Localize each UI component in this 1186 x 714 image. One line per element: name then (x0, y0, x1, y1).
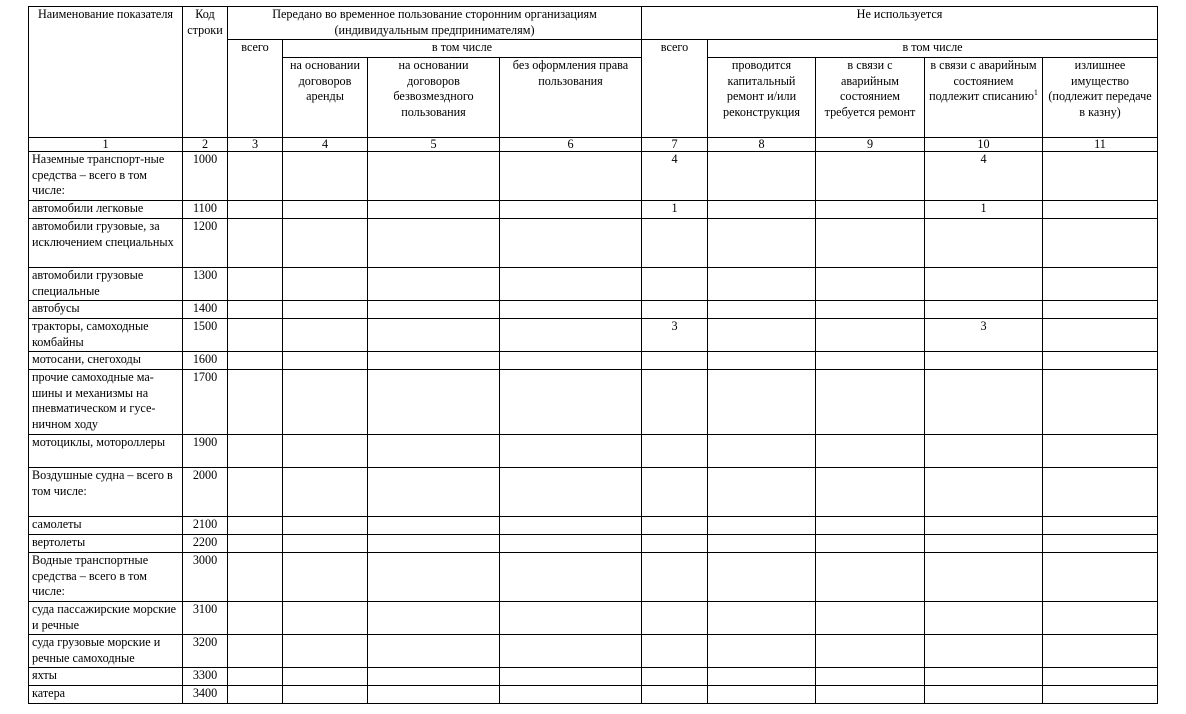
row-value-col10 (925, 535, 1043, 553)
header-emergency-writeoff (925, 58, 1043, 138)
row-value-col9 (816, 152, 925, 201)
table-row (29, 319, 1158, 352)
header-transferred-including: в том числе (283, 40, 642, 58)
row-value-col3 (228, 668, 283, 686)
table-row (29, 370, 1158, 435)
row-code: 1700 (183, 370, 228, 435)
row-value-col8 (708, 635, 816, 668)
row-name: самолеты (29, 517, 183, 535)
row-value-col7: 1 (642, 201, 708, 219)
row-value-col4 (283, 686, 368, 704)
row-value-col5 (368, 152, 500, 201)
row-code: 1600 (183, 352, 228, 370)
row-value-col3 (228, 152, 283, 201)
row-value-col8 (708, 686, 816, 704)
table-header (29, 7, 1158, 152)
row-name: автомобили легковые (29, 201, 183, 219)
row-value-col11 (1043, 668, 1158, 686)
header-unused-group: Не используется (642, 7, 1158, 40)
row-value-col11 (1043, 553, 1158, 602)
row-value-col11 (1043, 268, 1158, 301)
row-value-col11 (1043, 219, 1158, 268)
row-value-col4 (283, 301, 368, 319)
table-row (29, 686, 1158, 704)
row-value-col8 (708, 435, 816, 468)
row-value-col3 (228, 352, 283, 370)
row-value-col6 (500, 535, 642, 553)
row-value-col3 (228, 201, 283, 219)
column-number: 6 (500, 138, 642, 152)
row-value-col8 (708, 201, 816, 219)
row-value-col11 (1043, 370, 1158, 435)
row-value-col7 (642, 219, 708, 268)
row-value-col5 (368, 602, 500, 635)
header-name: Наименование показателя (29, 7, 183, 138)
header-transferred-group: Передано во временное пользование сторонним организациям (индивидуальным предпринимателям) (228, 7, 642, 40)
header-capital-repair: проводится капитальный ремонт и/или реконструкция (708, 58, 816, 138)
row-value-col3 (228, 602, 283, 635)
row-value-col6 (500, 553, 642, 602)
row-value-col3 (228, 219, 283, 268)
row-value-col6 (500, 319, 642, 352)
row-code: 3200 (183, 635, 228, 668)
column-number: 4 (283, 138, 368, 152)
row-name: автомобили грузовые специальные (29, 268, 183, 301)
row-value-col11 (1043, 152, 1158, 201)
row-value-col3 (228, 635, 283, 668)
row-value-col7 (642, 553, 708, 602)
row-value-col3 (228, 517, 283, 535)
row-value-col10 (925, 686, 1043, 704)
row-name: вертолеты (29, 535, 183, 553)
column-number: 5 (368, 138, 500, 152)
header-no-rights: без оформления права пользования (500, 58, 642, 138)
row-value-col3 (228, 535, 283, 553)
row-value-col5 (368, 301, 500, 319)
row-value-col10: 3 (925, 319, 1043, 352)
row-value-col7 (642, 370, 708, 435)
row-value-col8 (708, 152, 816, 201)
header-transferred-total: всего (228, 40, 283, 138)
row-code: 2000 (183, 468, 228, 517)
table-row (29, 553, 1158, 602)
table-row (29, 602, 1158, 635)
row-value-col10 (925, 219, 1043, 268)
row-name: суда грузовые морские и речные самоходные (29, 635, 183, 668)
row-name: автобусы (29, 301, 183, 319)
row-code: 1100 (183, 201, 228, 219)
table-row (29, 635, 1158, 668)
row-value-col8 (708, 301, 816, 319)
column-number: 7 (642, 138, 708, 152)
row-value-col3 (228, 686, 283, 704)
row-value-col9 (816, 468, 925, 517)
row-value-col5 (368, 553, 500, 602)
row-value-col9 (816, 602, 925, 635)
row-value-col9 (816, 352, 925, 370)
row-value-col6 (500, 268, 642, 301)
row-value-col5 (368, 268, 500, 301)
table-body (29, 152, 1158, 704)
row-value-col9 (816, 370, 925, 435)
row-value-col10 (925, 352, 1043, 370)
row-value-col8 (708, 352, 816, 370)
row-value-col9 (816, 219, 925, 268)
row-value-col11 (1043, 535, 1158, 553)
row-value-col6 (500, 668, 642, 686)
row-code: 1500 (183, 319, 228, 352)
header-emergency-repair: в связи с аварийным состоянием требуется ремонт (816, 58, 925, 138)
row-value-col11 (1043, 602, 1158, 635)
row-value-col7 (642, 602, 708, 635)
row-value-col10 (925, 602, 1043, 635)
column-number: 9 (816, 138, 925, 152)
row-code: 3100 (183, 602, 228, 635)
row-value-col3 (228, 319, 283, 352)
row-value-col6 (500, 219, 642, 268)
row-value-col4 (283, 435, 368, 468)
row-value-col7 (642, 301, 708, 319)
row-value-col9 (816, 553, 925, 602)
row-value-col10 (925, 370, 1043, 435)
row-name: прочие самоходные ма-шины и механизмы на пневматическом и гусе-ничном ходу (29, 370, 183, 435)
row-value-col3 (228, 553, 283, 602)
row-value-col4 (283, 668, 368, 686)
row-value-col6 (500, 370, 642, 435)
header-lease: на основании договоров аренды (283, 58, 368, 138)
row-value-col5 (368, 319, 500, 352)
row-value-col4 (283, 268, 368, 301)
row-value-col5 (368, 201, 500, 219)
row-value-col10 (925, 468, 1043, 517)
column-number: 1 (29, 138, 183, 152)
row-value-col8 (708, 553, 816, 602)
row-value-col3 (228, 370, 283, 435)
row-code: 2100 (183, 517, 228, 535)
row-value-col4 (283, 535, 368, 553)
row-value-col5 (368, 219, 500, 268)
row-value-col9 (816, 201, 925, 219)
row-value-col11 (1043, 635, 1158, 668)
column-number: 3 (228, 138, 283, 152)
row-code: 1900 (183, 435, 228, 468)
row-value-col7 (642, 535, 708, 553)
row-value-col4 (283, 370, 368, 435)
table-row (29, 468, 1158, 517)
table-row (29, 268, 1158, 301)
row-value-col9 (816, 686, 925, 704)
row-value-col7 (642, 668, 708, 686)
row-name: Наземные транспорт-ные средства – всего в том числе: (29, 152, 183, 201)
row-value-col9 (816, 268, 925, 301)
column-number: 2 (183, 138, 228, 152)
row-value-col9 (816, 635, 925, 668)
transport-assets-table (28, 6, 1158, 704)
header-unused-total: всего (642, 40, 708, 138)
row-value-col6 (500, 635, 642, 668)
row-value-col11 (1043, 686, 1158, 704)
row-value-col3 (228, 301, 283, 319)
row-code: 3400 (183, 686, 228, 704)
row-value-col10 (925, 635, 1043, 668)
row-value-col5 (368, 668, 500, 686)
row-value-col6 (500, 301, 642, 319)
row-value-col8 (708, 535, 816, 553)
row-value-col8 (708, 668, 816, 686)
row-value-col4 (283, 517, 368, 535)
row-value-col8 (708, 268, 816, 301)
column-number: 11 (1043, 138, 1158, 152)
row-value-col9 (816, 668, 925, 686)
table-row (29, 535, 1158, 553)
row-value-col11 (1043, 352, 1158, 370)
row-value-col5 (368, 635, 500, 668)
row-value-col9 (816, 319, 925, 352)
row-name: Водные транспортные средства – всего в том числе: (29, 553, 183, 602)
row-value-col10 (925, 268, 1043, 301)
row-value-col5 (368, 352, 500, 370)
row-code: 3300 (183, 668, 228, 686)
row-value-col6 (500, 517, 642, 535)
row-value-col8 (708, 370, 816, 435)
row-value-col6 (500, 602, 642, 635)
header-surplus: излишнее имущество (подлежит передаче в казну) (1043, 58, 1158, 138)
column-number-row (29, 138, 1158, 152)
row-value-col11 (1043, 319, 1158, 352)
row-value-col5 (368, 517, 500, 535)
row-value-col6 (500, 352, 642, 370)
table-row (29, 219, 1158, 268)
row-value-col8 (708, 517, 816, 535)
row-value-col6 (500, 435, 642, 468)
table-row (29, 301, 1158, 319)
table-row (29, 201, 1158, 219)
row-value-col10 (925, 435, 1043, 468)
row-code: 1000 (183, 152, 228, 201)
row-value-col8 (708, 319, 816, 352)
row-value-col4 (283, 352, 368, 370)
table-row (29, 517, 1158, 535)
column-number: 10 (925, 138, 1043, 152)
row-code: 1400 (183, 301, 228, 319)
row-value-col8 (708, 468, 816, 517)
table-row (29, 668, 1158, 686)
row-name: тракторы, самоходные комбайны (29, 319, 183, 352)
row-value-col7 (642, 517, 708, 535)
row-value-col5 (368, 435, 500, 468)
row-code: 1300 (183, 268, 228, 301)
row-value-col10 (925, 553, 1043, 602)
row-value-col3 (228, 435, 283, 468)
row-value-col10: 1 (925, 201, 1043, 219)
footnote-marker: 1 (1033, 87, 1038, 97)
row-name: мотоциклы, мотороллеры (29, 435, 183, 468)
row-name: автомобили грузовые, за исключением специальных (29, 219, 183, 268)
row-code: 2200 (183, 535, 228, 553)
row-value-col11 (1043, 301, 1158, 319)
row-value-col10 (925, 668, 1043, 686)
row-value-col4 (283, 319, 368, 352)
row-value-col3 (228, 268, 283, 301)
row-value-col9 (816, 435, 925, 468)
row-code: 3000 (183, 553, 228, 602)
row-value-col11 (1043, 201, 1158, 219)
row-value-col7 (642, 686, 708, 704)
row-value-col7: 4 (642, 152, 708, 201)
row-code: 1200 (183, 219, 228, 268)
row-value-col11 (1043, 517, 1158, 535)
row-name: яхты (29, 668, 183, 686)
row-value-col7 (642, 352, 708, 370)
row-value-col4 (283, 152, 368, 201)
row-value-col4 (283, 219, 368, 268)
row-value-col4 (283, 201, 368, 219)
row-value-col4 (283, 553, 368, 602)
table-row (29, 435, 1158, 468)
row-value-col7: 3 (642, 319, 708, 352)
row-value-col10 (925, 301, 1043, 319)
column-number: 8 (708, 138, 816, 152)
row-value-col5 (368, 468, 500, 517)
row-value-col3 (228, 468, 283, 517)
row-value-col5 (368, 370, 500, 435)
row-value-col5 (368, 535, 500, 553)
header-code: Код строки (183, 7, 228, 138)
row-value-col6 (500, 152, 642, 201)
table-row (29, 352, 1158, 370)
row-value-col8 (708, 602, 816, 635)
row-value-col7 (642, 268, 708, 301)
row-value-col4 (283, 468, 368, 517)
row-value-col4 (283, 635, 368, 668)
row-name: катера (29, 686, 183, 704)
row-value-col6 (500, 468, 642, 517)
row-value-col11 (1043, 468, 1158, 517)
row-value-col5 (368, 686, 500, 704)
row-value-col9 (816, 535, 925, 553)
row-value-col7 (642, 468, 708, 517)
row-value-col6 (500, 201, 642, 219)
row-value-col8 (708, 219, 816, 268)
row-name: Воздушные судна – всего в том числе: (29, 468, 183, 517)
row-value-col7 (642, 635, 708, 668)
row-value-col7 (642, 435, 708, 468)
row-name: мотосани, снегоходы (29, 352, 183, 370)
header-emergency-writeoff-text: в связи с аварийным состоянием подлежит списанию (929, 58, 1037, 103)
row-value-col11 (1043, 435, 1158, 468)
row-name: суда пассажирские морские и речные (29, 602, 183, 635)
row-value-col4 (283, 602, 368, 635)
row-value-col10: 4 (925, 152, 1043, 201)
row-value-col6 (500, 686, 642, 704)
row-value-col9 (816, 301, 925, 319)
table-row (29, 152, 1158, 201)
header-unused-including: в том числе (708, 40, 1158, 58)
row-value-col10 (925, 517, 1043, 535)
header-free-use: на основании договоров безвозмездного пользования (368, 58, 500, 138)
row-value-col9 (816, 517, 925, 535)
